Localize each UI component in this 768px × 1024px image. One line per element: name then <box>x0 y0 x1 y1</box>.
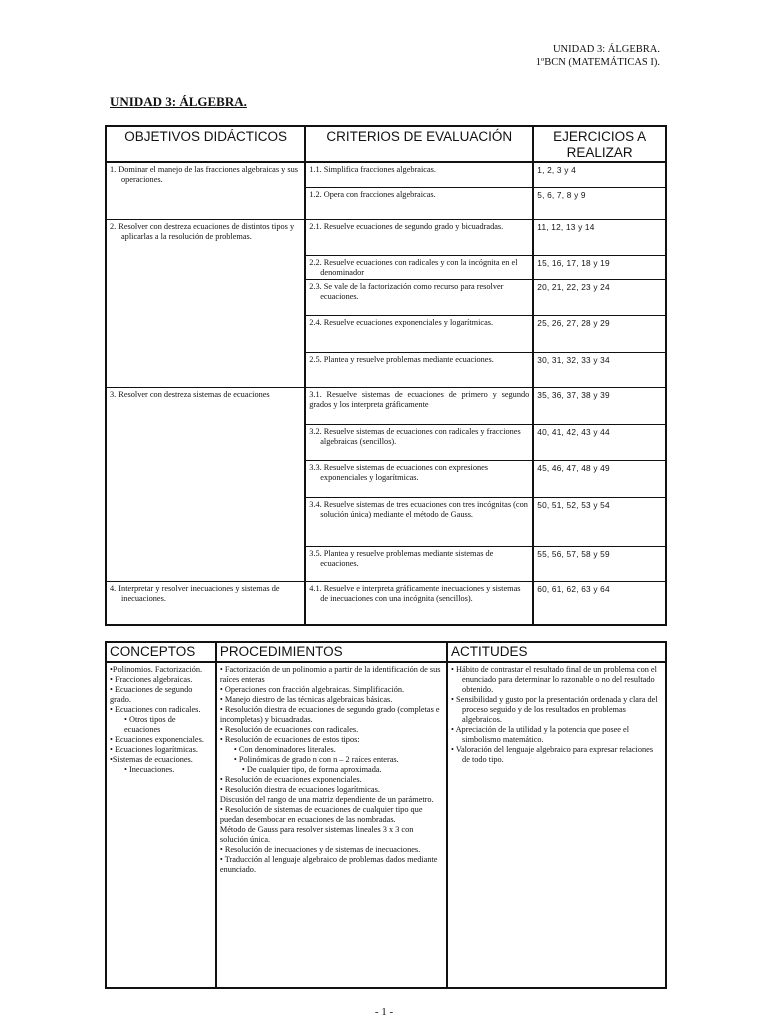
objective-text: 3. Resolver con destreza sistemas de ecuaciones <box>110 389 270 399</box>
objectives-criteria-table <box>105 125 667 626</box>
exercises-text: 50, 51, 52, 53 y 54 <box>537 499 610 510</box>
page-number: - 1 - <box>374 1006 394 1018</box>
exercises-cell <box>533 162 666 187</box>
exercises-text: 20, 21, 22, 23 y 24 <box>537 281 610 292</box>
criterion-cell <box>305 162 533 187</box>
exercises-text: 55, 56, 57, 58 y 59 <box>537 548 610 559</box>
criterion-cell <box>305 424 533 460</box>
exercises-text: 1, 2, 3 y 4 <box>537 165 576 175</box>
list-item: • Traducción al lenguaje algebraico de problemas dados mediante enunciado. <box>219 855 438 874</box>
list-item: • Resolución de ecuaciones exponenciales. <box>219 775 362 784</box>
criterion-text: 2.5. Plantea y resuelve problemas mediante ecuaciones. <box>309 354 494 364</box>
objective-cell <box>106 581 305 625</box>
list-item: Discusión del rango de una matriz dependiente de un parámetro. <box>219 795 434 804</box>
list-item: • Resolución diestra de ecuaciones logarítmicas. <box>219 785 380 794</box>
table-row <box>106 219 666 255</box>
list-item: • Con denominadores literales. <box>233 745 336 754</box>
objective-text: 4. Interpretar y resolver inecuaciones y sistemas de inecuaciones. <box>110 583 280 603</box>
objective-cell <box>106 219 305 387</box>
list-item: • Ecuaciones de segundo grado. <box>110 685 193 704</box>
list-item: • Ecuaciones exponenciales. <box>110 735 204 744</box>
list-item: • Ecuaciones logarítmicas. <box>110 745 198 754</box>
list-item: •Sistemas de ecuaciones. <box>110 755 193 764</box>
objective-cell <box>106 387 305 581</box>
criterion-text: 4.1. Resuelve e interpreta gráficamente inecuaciones y sistemas de inecuaciones con una incógnita (sencillos). <box>309 583 521 603</box>
list-item: • Resolución de ecuaciones de estos tipos: <box>219 735 360 744</box>
criterion-text: 3.3. Resuelve sistemas de ecuaciones con expresiones exponenciales y logarítmicas. <box>309 462 489 482</box>
list-item: • Operaciones con fracción algebraicas. Simplificación. <box>219 685 405 694</box>
header-procedimientos: PROCEDIMIENTOS <box>216 642 447 662</box>
exercises-text: 5, 6, 7, 8 y 9 <box>537 189 586 200</box>
list-item: • Resolución de ecuaciones con radicales. <box>219 725 359 734</box>
exercises-cell <box>533 460 666 497</box>
list-item: • Resolución de inecuaciones y de sistemas de inecuaciones. <box>219 845 421 854</box>
exercises-text: 25, 26, 27, 28 y 29 <box>537 317 610 328</box>
page-header <box>536 43 660 69</box>
list-item: • Factorización de un polinomio a partir de la identificación de sus raíces enteras <box>219 665 441 684</box>
document-title: UNIDAD 3: ÁLGEBRA. <box>110 94 247 109</box>
list-item: • Hábito de contrastar el resultado final de un problema con el enunciado para determinar lo razonable o no del resultado obtenido. <box>451 665 657 694</box>
criterion-text: 2.1. Resuelve ecuaciones de segundo grado y bicuadradas. <box>309 221 504 231</box>
exercises-text: 35, 36, 37, 38 y 39 <box>537 389 610 400</box>
criterion-text: 2.2. Resuelve ecuaciones con radicales y con la incógnita en el denominador <box>309 257 518 277</box>
header-course: 1ºBCN (MATEMÁTICAS I). <box>535 57 660 68</box>
exercises-cell <box>533 387 666 424</box>
header-actitudes: ACTITUDES <box>447 642 666 662</box>
exercises-text: 40, 41, 42, 43 y 44 <box>537 426 610 437</box>
exercises-text: 11, 12, 13 y 14 <box>537 221 595 232</box>
criterion-text: 1.2. Opera con fracciones algebraicas. <box>309 189 436 199</box>
actitudes-cell <box>447 662 666 988</box>
list-item: • Inecuaciones. <box>124 765 175 774</box>
criterion-text: 2.4. Resuelve ecuaciones exponenciales y logarítmicas. <box>309 317 494 327</box>
table-row <box>106 162 666 187</box>
list-item: • Fracciones algebraicas. <box>110 675 193 684</box>
exercises-cell <box>533 546 666 581</box>
procedimientos-cell <box>216 662 447 988</box>
list-item: • Otros tipos de ecuaciones <box>124 715 176 734</box>
exercises-cell <box>533 424 666 460</box>
exercises-cell <box>533 219 666 255</box>
list-item: • Apreciación de la utilidad y la potencia que posee el simbolismo matemático. <box>451 725 630 744</box>
header-objetivos: OBJETIVOS DIDÁCTICOS <box>106 126 305 162</box>
table-row <box>106 387 666 424</box>
exercises-cell <box>533 581 666 625</box>
list-item: • Valoración del lenguaje algebraico para expresar relaciones de todo tipo. <box>451 745 654 764</box>
exercises-cell <box>533 255 666 279</box>
criterion-text: 3.2. Resuelve sistemas de ecuaciones con radicales y fracciones algebraicas (sencillos). <box>309 426 521 446</box>
exercises-text: 45, 46, 47, 48 y 49 <box>537 462 610 473</box>
criterion-cell <box>305 315 533 352</box>
criterion-cell <box>305 279 533 315</box>
criterion-text: 3.5. Plantea y resuelve problemas mediante sistemas de ecuaciones. <box>309 548 494 568</box>
criterion-cell <box>305 352 533 387</box>
objective-text: 2. Resolver con destreza ecuaciones de distintos tipos y aplicarlas a la resolución de problemas. <box>110 221 295 241</box>
objective-cell <box>106 162 305 219</box>
header-criterios: CRITERIOS DE EVALUACIÓN <box>305 126 533 162</box>
criterion-cell <box>305 255 533 279</box>
exercises-cell <box>533 315 666 352</box>
exercises-cell <box>533 279 666 315</box>
list-item: •Polinomios. Factorización. <box>110 665 203 674</box>
exercises-cell <box>533 187 666 219</box>
criterion-text: 2.3. Se vale de la factorización como recurso para resolver ecuaciones. <box>309 281 504 301</box>
criterion-cell <box>305 497 533 546</box>
criterion-cell <box>305 546 533 581</box>
list-item: • Resolución diestra de ecuaciones de segundo grado (completas e incompletas) y bicuadradas. <box>219 705 440 724</box>
exercises-text: 30, 31, 32, 33 y 34 <box>537 354 610 365</box>
criterion-text: 3.4. Resuelve sistemas de tres ecuaciones con tres incógnitas (con solución única) mediante el método de Gauss. <box>309 499 528 519</box>
exercises-cell <box>533 352 666 387</box>
criterion-cell <box>305 219 533 255</box>
criterion-text: 3.1. Resuelve sistemas de ecuaciones de primero y segundo grados y los interpreta gráficamente <box>309 389 530 409</box>
conceptos-cell <box>106 662 216 988</box>
contents-table <box>105 641 667 989</box>
criterion-text: 1.1. Simplifica fracciones algebraicas. <box>309 165 436 174</box>
table-row <box>106 581 666 625</box>
exercises-cell <box>533 497 666 546</box>
exercises-text: 60, 61, 62, 63 y 64 <box>537 583 610 594</box>
criterion-cell <box>305 187 533 219</box>
table-header-row <box>106 126 666 162</box>
exercises-text: 15, 16, 17, 18 y 19 <box>537 257 610 268</box>
list-item: • Sensibilidad y gusto por la presentación ordenada y clara del proceso seguido y de los resultados en problemas algebraicos. <box>451 695 658 724</box>
list-item: Método de Gauss para resolver sistemas lineales 3 x 3 con solución única. <box>219 825 414 844</box>
list-item: • Ecuaciones con radicales. <box>110 705 201 714</box>
table-row <box>106 662 666 988</box>
list-item: • De cualquier tipo, de forma aproximada. <box>241 765 382 774</box>
criterion-cell <box>305 460 533 497</box>
list-item: • Polinómicas de grado n con n – 2 raíces enteras. <box>233 755 399 764</box>
objective-text: 1. Dominar el manejo de las fracciones algebraicas y sus operaciones. <box>110 165 298 184</box>
list-item: • Manejo diestro de las técnicas algebraicas básicas. <box>219 695 393 704</box>
criterion-cell <box>305 581 533 625</box>
table-header-row <box>106 642 666 662</box>
criterion-cell <box>305 387 533 424</box>
header-conceptos: CONCEPTOS <box>106 642 216 662</box>
header-ejercicios: EJERCICIOS A REALIZAR <box>533 126 666 162</box>
list-item: • Resolución de sistemas de ecuaciones de cualquier tipo que puedan desembocar en ecuaciones de las nombradas. <box>219 805 423 824</box>
header-unit: UNIDAD 3: ÁLGEBRA. <box>552 44 660 55</box>
